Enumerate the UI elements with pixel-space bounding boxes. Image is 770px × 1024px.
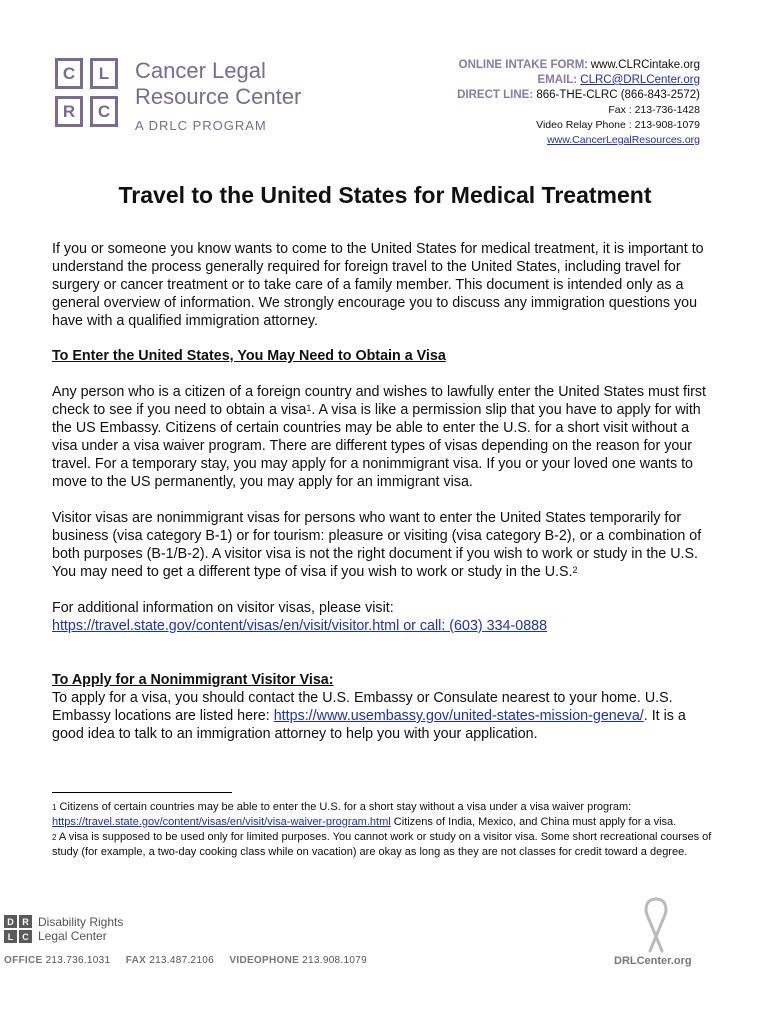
- section1-paragraph3: [52, 599, 710, 635]
- fax-line: Fax : 213-736-1428: [608, 104, 700, 116]
- direct-label: DIRECT LINE:: [457, 89, 534, 101]
- relay-line: Video Relay Phone : 213-908-1079: [536, 119, 700, 131]
- intake-label: ONLINE INTAKE FORM: [458, 59, 585, 71]
- footnote-1: [52, 800, 712, 830]
- footer-website[interactable]: DRLCenter.org: [614, 955, 692, 967]
- paragraph-text: Any person who is a citizen of a foreign country and wishes to lawfully enter the United States must first check to see if you need to obtain a visa: [52, 384, 707, 418]
- email-link[interactable]: CLRC@DRLCenter.org: [580, 74, 700, 86]
- footnote-number: 1: [52, 803, 57, 812]
- embassy-link[interactable]: https://www.usembassy.gov/united-states-mission-geneva/: [273, 708, 644, 724]
- footnote-number: 2: [52, 833, 57, 842]
- section1-heading: To Enter the United States, You May Need to Obtain a Visa: [52, 348, 446, 364]
- page-title: Travel to the United States for Medical Treatment: [118, 182, 652, 208]
- logo-name-line1: Cancer Legal: [135, 58, 266, 83]
- logo-name: [135, 58, 301, 110]
- logo-letter: R: [55, 96, 83, 127]
- section1-paragraph2: [52, 509, 710, 581]
- drlc-letter: R: [19, 915, 32, 928]
- intake-line: [457, 58, 700, 73]
- section2-paragraph: [52, 689, 710, 743]
- footnote-divider: [52, 792, 232, 793]
- logo-letter: C: [90, 96, 118, 127]
- footnote-2: [52, 830, 712, 860]
- office-value: 213.736.1031: [45, 955, 111, 966]
- direct-line: [457, 88, 700, 103]
- paragraph-text: To apply for a visa, you should contact the U.S. Embassy or Consulate nearest to your home. U.S. Embassy locations are listed here:: [52, 690, 673, 724]
- drlc-letter: L: [4, 930, 17, 943]
- videophone-value: 213.908.1079: [302, 955, 367, 966]
- paragraph-text: Visitor visas are nonimmigrant visas for persons who want to enter the United States temporarily for business (visa category B-1) or for tourism: pleasure or visiting (visa category B-2), or a combination of both purposes (B-1/B-2). A visitor visa is not the right document if you wish to work or study in the U.S. You may need to get a different type of visa if you wish to work or study in the U.S.: [52, 510, 702, 580]
- visitor-visa-link[interactable]: https://travel.state.gov/content/visas/en/visit/visitor.html or call: (603) 334-0888: [52, 618, 548, 634]
- footnote-ref[interactable]: 1: [306, 403, 312, 413]
- videophone-label: VIDEOPHONE: [229, 955, 300, 966]
- intake-value[interactable]: : www.CLRCintake.org: [584, 59, 700, 71]
- drlc-name-line2: Legal Center: [38, 929, 107, 943]
- fax-label: FAX: [125, 955, 147, 966]
- clrc-logo-mark: [55, 58, 121, 130]
- email-line: [457, 73, 700, 88]
- logo-name-line2: Resource Center: [135, 84, 302, 109]
- intro-paragraph: If you or someone you know wants to come to the United States for medical treatment, it is important to understand the process generally required for foreign travel to the United States, including travel for surgery or cancer treatment or to take care of a family member. This document is intended only as a general overview of information. We strongly encourage you to discuss any immigration questions you have with a qualified immigration attorney.: [52, 241, 704, 329]
- footnote-text: A visa is supposed to be used only for limited purposes. You cannot work or study on a visitor visa. Some short recreational courses of study (for example, a two-day cooking class while on vacation) are okay as long as they are not classes for credit toward a degree.: [52, 831, 712, 858]
- paragraph-text: For additional information on visitor visas, please visit:: [52, 600, 394, 616]
- clrc-logo: [55, 58, 355, 138]
- paragraph-text: . A visa is like a permission slip that you have to apply for with the US Embassy. Citizens of certain countries may be able to enter the U.S. for a short visit without a visa under a visa waiver program. There are different types of visas depending on the reason for your travel. For a temporary stay, you may apply for a nonimmigrant visa. If you or your loved one wants to move to the US permanently, you may apply for an immigrant visa.: [52, 402, 701, 490]
- drlc-letter: D: [4, 915, 17, 928]
- direct-value: 866-THE-CLRC (866-843-2572): [536, 89, 700, 101]
- drlc-logo: [4, 912, 144, 952]
- paragraph-text: . It is a good idea to talk to an immigration attorney to help you with your application.: [52, 708, 686, 742]
- logo-letter: L: [90, 58, 118, 89]
- footnotes: [52, 800, 712, 860]
- drlc-name-line1: Disability Rights: [38, 915, 124, 929]
- footnote-text: Citizens of certain countries may be able to enter the U.S. for a short stay without a visa under a visa waiver program:: [56, 801, 632, 813]
- drlc-letter: C: [19, 930, 32, 943]
- footnote-ref[interactable]: 2: [572, 565, 578, 575]
- visa-waiver-link[interactable]: https://travel.state.gov/content/visas/en/visit/visa-waiver-program.html: [52, 816, 391, 828]
- logo-letter: C: [55, 58, 83, 89]
- logo-tagline: A DRLC PROGRAM: [135, 118, 267, 133]
- footnote-text: Citizens of India, Mexico, and China must apply for a visa.: [390, 816, 677, 828]
- drlc-name: [38, 915, 123, 943]
- office-label: OFFICE: [4, 955, 43, 966]
- email-label: EMAIL:: [537, 74, 578, 86]
- contact-block: [457, 58, 700, 148]
- website-link[interactable]: www.CancerLegalResources.org: [547, 134, 700, 146]
- section2-heading: To Apply for a Nonimmigrant Visitor Visa:: [52, 672, 334, 688]
- section1-paragraph1: [52, 383, 710, 491]
- document-body: [52, 240, 710, 743]
- fax-value: 213.487.2106: [149, 955, 214, 966]
- awareness-ribbon-icon: [636, 895, 676, 955]
- footer-contact-line: [4, 955, 367, 966]
